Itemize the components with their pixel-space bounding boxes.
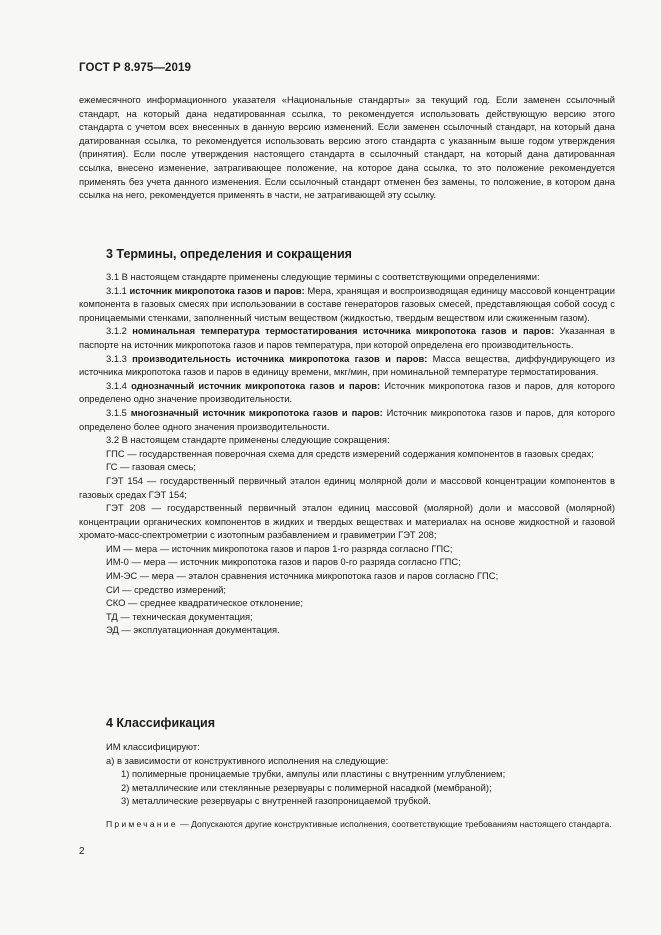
term-name: многозначный источник микропотока газов и паров: [130,406,383,418]
clause-3-1: 3.1 В настоящем стандарте применены следующие термины с соответствующими определениями: [106,271,540,282]
term-3-1-5: 3.1.5 многозначный источник микропотока газов и паров: Источник микропотока газов и паров, для которого определено более одного значения производительности. [79,406,615,432]
term-name: источник микропотока газов и паров: [129,284,305,296]
abbrev-im0: ИМ-0 — мера — источник микропотока газов и паров 0-го разряда согласно ГПС; [106,556,461,568]
term-3-1-1: 3.1.1 источник микропотока газов и паров: Мера, хранящая и воспроизводящая единицу массовой концентрации компонента в газовых смесях при использовании в составе генераторов газовых смесей, представляющая собой сосуд с проницаемыми стенками, заполненный чистым веществом (жидкостью, твердым веществом или сжиженным газом). [79,284,615,323]
abbrev-im-es: ИМ-ЭС — мера — эталон сравнения источника микропотока газов и паров согласно ГПС; [106,570,499,582]
note-label: Примечание [106,818,178,829]
section-3-body [79,270,615,637]
abbrev-td: ТД — техническая документация; [106,610,253,622]
term-3-1-4: 3.1.4 однозначный источник микропотока газов и паров: Источник микропотока газов и паров, для которого определено одно значение производительности. [79,379,615,405]
abbrev-im: ИМ — мера — источник микропотока газов и паров 1-го разряда согласно ГПС; [106,542,453,554]
abbrev-si: СИ — средство измерений; [106,583,227,595]
document-header: ГОСТ Р 8.975—2019 [79,62,191,74]
clause-3-2: 3.2 В настоящем стандарте применены следующие сокращения: [106,434,390,446]
abbrev-sko: СКО — среднее квадратическое отклонение; [106,597,303,609]
intro-text: ежемесячного информационного указателя «Национальные стандарты» за текущий год. Если заменен ссылочный стандарт, на который дана недатированная ссылка, то рекомендуется использовать действующую версию этого стандарта с учетом всех внесенных в данную версию изменений. Если заменен ссылочный стандарт, на который дана датированная ссылка, то рекомендуется использовать версию этого стандарта с указанным выше годом утверждения (принятия). Если после утверждения настоящего стандарта в ссылочный стандарт, на который дана датированная ссылка, внесено изменение, затрагивающее положение, на которое дана ссылка, то это положение рекомендуется применять без учета данного изменения. Если ссылочный стандарт отменен без замены, то положение, в котором дана ссылка на него, рекомендуется применять в части, не затрагивающей эту ссылку. [79,94,615,201]
page-number: 2 [79,846,85,857]
abbrev-get154: ГЭТ 154 — государственный первичный эталон единиц молярной доли и массовой концентрации компонентов в газовых средах ГЭТ 154; [79,474,615,500]
abbrev-get208: ГЭТ 208 — государственный первичный эталон единиц массовой (молярной) доли и массовой (молярной) концентрации органических компонентов в жидких и твердых веществах и материалах на основе жидкостной и газовой хромато-масс-спектрометрии с изотопным разбавлением и гравиметрии ГЭТ 208; [79,502,615,541]
term-name: производительность источника микропотока газов и паров: [132,352,428,364]
subitem-1: 1) полимерные проницаемые трубки, ампулы или пластины с внутренним углублением; [121,768,506,780]
abbrev-ed: ЭД — эксплуатационная документация. [106,624,280,636]
section-4-body [79,740,615,830]
intro-paragraph [79,93,615,202]
section-3-title: 3 Термины, определения и сокращения [106,247,352,261]
term-3-1-3: 3.1.3 производительность источника микропотока газов и паров: Масса вещества, диффундирующего из источника микропотока газов и паров в единицу времени, мкг/мин, при номинальной температуре термостатирования. [79,352,615,378]
section-4-title: 4 Классификация [106,716,216,730]
abbrev-gps: ГПС — государственная поверочная схема для средств измерений содержания компонентов в газовых средах; [106,447,594,459]
subitem-2: 2) металлические или стеклянные резервуары с полимерной насадкой (мембраной); [121,781,492,793]
subitem-3: 3) металлические резервуары с внутренней газопроницаемой трубкой. [121,795,431,807]
term-3-1-2: 3.1.2 номинальная температура термостатирования источника микропотока газов и паров: Указанная в паспорте на источник микропотока газов и паров температура, при которой определена его производительность. [79,325,615,350]
note-text: — Допускаются другие конструктивные исполнения, соответствующие требованиям настоящего стандарта. [177,818,612,829]
term-name: номинальная температура термостатирования источника микропотока газов и паров: [132,325,555,337]
note [79,818,615,831]
classification-intro: ИМ классифицируют: [106,741,200,752]
term-name: однозначный источник микропотока газов и паров: [131,379,381,391]
abbrev-gs: ГС — газовая смесь; [106,461,197,473]
item-a: а) в зависимости от конструктивного исполнения на следующие: [106,754,389,766]
